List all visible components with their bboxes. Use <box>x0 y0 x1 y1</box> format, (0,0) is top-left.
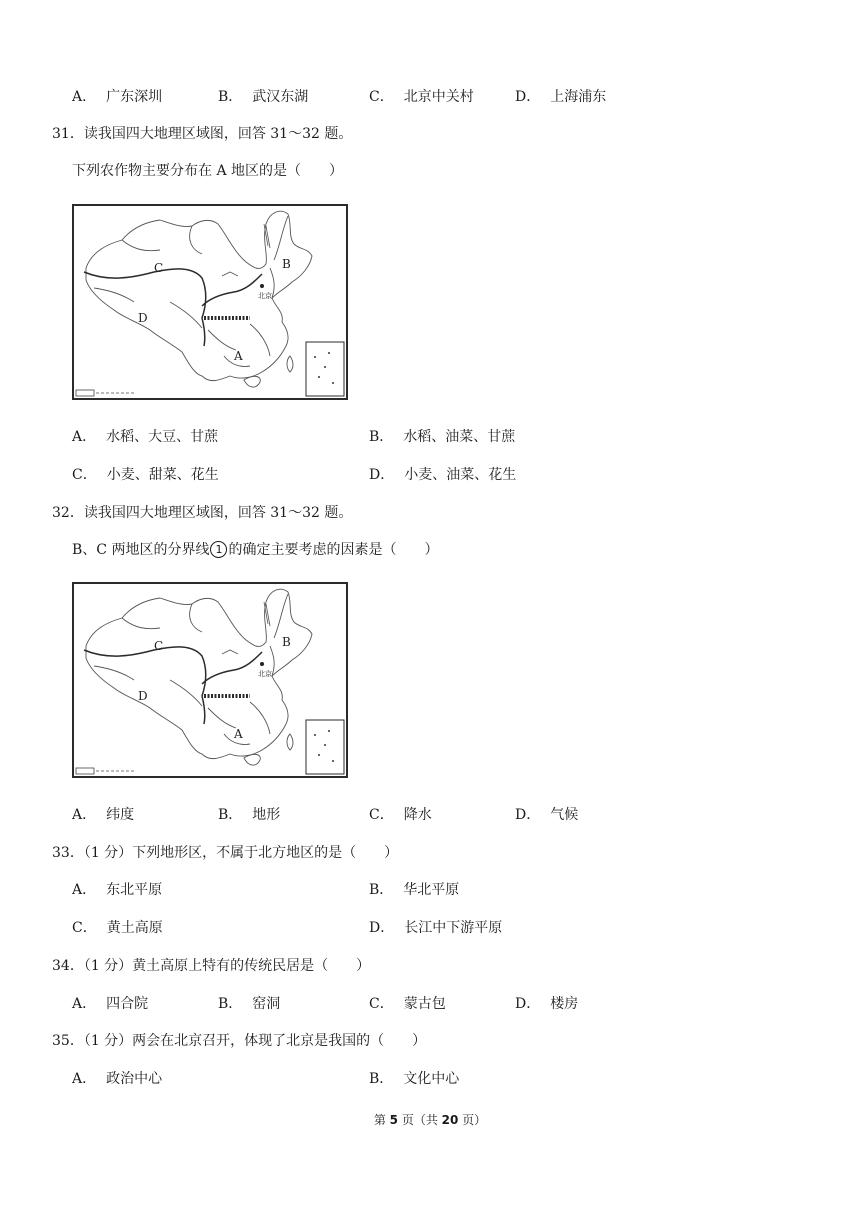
q31-option-d: D． 小麦、油菜、花生 <box>369 467 517 483</box>
q35-stem: 35．（1 分）两会在北京召开，体现了北京是我国的（ ） <box>52 1033 427 1049</box>
q33-option-c: C． 黄土高原 <box>72 920 163 936</box>
q35-option-a: A． 政治中心 <box>72 1071 163 1087</box>
q32-option-c: C． 降水 <box>369 807 432 823</box>
q31-question: 下列农作物主要分布在 A 地区的是（ ） <box>72 163 344 179</box>
q32-stem: 32．读我国四大地理区域图，回答 31～32 题。 <box>52 505 353 521</box>
map-label-a: A <box>234 727 243 741</box>
map-label-beijing: 北京 <box>258 670 272 678</box>
page-footer: 第 5 页（共 20 页） <box>373 1113 487 1127</box>
china-region-map-q31 <box>72 204 348 400</box>
q33-option-b: B． 华北平原 <box>369 882 460 898</box>
q30-option-a: A． 广东深圳 <box>72 89 163 105</box>
q33-option-a: A． 东北平原 <box>72 882 163 898</box>
q31-option-c: C． 小麦、甜菜、花生 <box>72 467 219 483</box>
q32-option-b: B． 地形 <box>218 807 281 823</box>
map-label-a: A <box>234 349 243 363</box>
china-map-drawing <box>74 206 346 398</box>
q34-option-b: B． 窑洞 <box>218 996 281 1012</box>
q34-option-a: A． 四合院 <box>72 996 149 1012</box>
china-region-map-q32 <box>72 582 348 778</box>
map-label-b: B <box>282 257 291 271</box>
total-pages: 20 <box>441 1113 459 1127</box>
q34-option-d: D． 楼房 <box>515 996 579 1012</box>
q33-option-d: D． 长江中下游平原 <box>369 920 503 936</box>
boundary-marker-1: 1 <box>210 541 227 558</box>
q32-option-a: A． 纬度 <box>72 807 135 823</box>
q30-option-d: D． 上海浦东 <box>515 89 607 105</box>
map-label-c: C <box>154 261 164 275</box>
q30-option-b: B． 武汉东湖 <box>218 89 309 105</box>
map-label-d: D <box>138 689 148 703</box>
q30-option-c: C． 北京中关村 <box>369 89 474 105</box>
current-page-number: 5 <box>389 1113 398 1127</box>
q33-stem: 33．（1 分）下列地形区，不属于北方地区的是（ ） <box>52 845 399 861</box>
map-label-d: D <box>138 311 148 325</box>
q35-option-b: B． 文化中心 <box>369 1071 460 1087</box>
q34-stem: 34．（1 分）黄土高原上特有的传统民居是（ ） <box>52 958 371 974</box>
q32-question: B、C 两地区的分界线 1 的确定主要考虑的因素是（ ） <box>72 542 439 558</box>
china-map-drawing <box>74 584 346 776</box>
map-label-beijing: 北京 <box>258 292 272 300</box>
q32-option-d: D． 气候 <box>515 807 579 823</box>
map-label-b: B <box>282 635 291 649</box>
q31-option-a: A． 水稻、大豆、甘蔗 <box>72 429 219 445</box>
q31-stem: 31．读我国四大地理区域图，回答 31～32 题。 <box>52 126 353 142</box>
q34-option-c: C． 蒙古包 <box>369 996 446 1012</box>
map-label-c: C <box>154 639 164 653</box>
q31-option-b: B． 水稻、油菜、甘蔗 <box>369 429 516 445</box>
